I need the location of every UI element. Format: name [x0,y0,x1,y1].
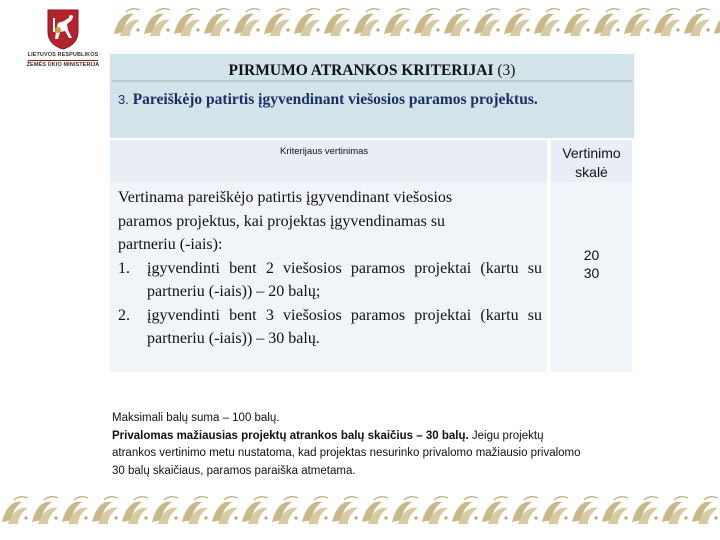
list-item-number: 1. [118,259,130,277]
criterion-cell [110,182,547,372]
ministry-logo [22,8,102,72]
header-cell-criterion [110,140,547,182]
list-item [118,257,542,304]
ornament-border-top [112,6,720,40]
list-item-text: įgyvendinti bent 3 viešosios paramos projektai (kartu su partneriu (-iais)) – 30 balų. [147,306,542,347]
ornament-border-bottom [0,494,720,528]
note-rejection-line: 30 balų skaičiaus, paramos paraiška atmetama. [112,464,356,477]
note-minimum [112,428,642,446]
subtitle-number: 3. [118,92,129,107]
score-values [551,246,632,282]
criterion-text [118,186,542,351]
score-value: 30 [583,265,600,281]
criterion-intro-line: paramos projektus, kai projektas įgyvendinamas su [118,212,446,230]
slide-subtitle [118,91,538,109]
note-minimum-bold: Privalomas mažiausias projektų atrankos balų skaičius – 30 balų. [112,429,469,442]
note-max-score: Maksimali balų suma – 100 balų. [112,412,280,424]
slide-title [110,62,634,80]
list-item [118,304,542,351]
list-item-number: 2. [118,306,130,324]
criterion-intro-line: partneriu (-iais): [118,236,223,253]
header-scale-line1: Vertinimo [562,145,621,161]
header-cell-scale [551,140,632,182]
logo-divider [28,60,98,61]
criterion-list [118,257,542,351]
header-scale-line2: skalė [575,164,608,180]
coat-of-arms-icon [46,8,80,50]
title-divider [112,80,632,82]
header-criterion-label: Kriterijaus vertinimas [280,146,369,157]
note-minimum-rest: Jeigu projektų [468,429,544,442]
criterion-intro-line: Vertinama pareiškėjo patirtis įgyvendinant viešosios [118,189,453,206]
score-value: 20 [583,247,600,263]
title-box [110,54,634,138]
header-scale-label [551,144,632,182]
logo-line1: LIETUVOS RESPUBLIKOS [27,52,99,58]
notes-block [112,410,642,480]
slide-title-number: (3) [497,62,516,79]
scale-cell [551,182,632,372]
criteria-table [110,140,632,372]
logo-line2: ŽEMĖS ŪKIO MINISTERIJA [26,61,100,68]
list-item-text: įgyvendinti bent 2 viešosios paramos projektai (kartu su partneriu (-iais)) – 20 balų; [147,259,542,300]
subtitle-text: Pareiškėjo patirtis įgyvendinant viešosios paramos projektus. [132,91,538,108]
note-rejection-line: atrankos vertinimo metu nustatoma, kad projektas nesurinko privalomo mažiausio privalomo [112,447,581,459]
logo-text [22,52,104,68]
slide-title-text: PIRMUMO ATRANKOS KRITERIJAI [228,62,494,79]
